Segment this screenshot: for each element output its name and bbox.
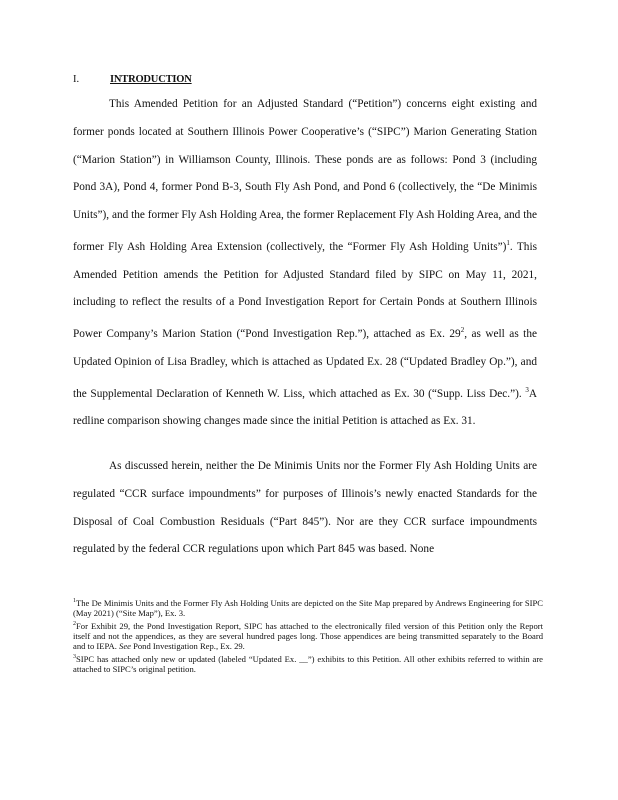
footnote-text: SIPC has attached only new or updated (labeled “Updated Ex. __”) exhibits to this Petition. All other exhibits referred to within are attached to SIPC’s original petition.: [73, 653, 543, 675]
paragraph-introduction: [73, 91, 537, 436]
paragraph-text: This Amended Petition for an Adjusted Standard (“Petition”) concerns eight existing and former ponds located at Southern Illinois Power Cooperative’s (“SIPC”) Marion Generating Station (“Marion Station”) in Williamson County, Illinois. These ponds are as follows: Pond 3 (including Pond 3A), Pond 4, former Pond B-3, South Fly Ash Pond, and Pond 6 (collectively, the “De Minimis Units”), and the former Fly Ash Holding Area, the former Replacement Fly Ash Holding Area, and the former Fly Ash Holding Area Extension (collectively, the “Former Fly Ash Holding Units”): [73, 98, 537, 253]
footnote-3: [73, 652, 543, 675]
footnote-mark: 3: [73, 653, 76, 660]
footnote-text: For Exhibit 29, the Pond Investigation Report, SIPC has attached to the electronically filed version of this Petition only the Report itself and not the appendices, as they are several hundred pages long. Those appendices are being transmitted separately to the Board and to IEPA.: [73, 620, 543, 652]
footnote-mark: 2: [73, 620, 76, 627]
footnote-signal: See: [119, 641, 131, 652]
footnotes: [73, 596, 543, 674]
footnote-mark: 1: [73, 598, 76, 604]
footnote-ref: 2: [460, 326, 465, 335]
footnote-ref: 1: [506, 238, 510, 247]
footnote-text: The De Minimis Units and the Former Fly Ash Holding Units are depicted on the Site Map prepared by Andrews Engineering for SIPC (May 2021) (“Site Map”), Ex. 3.: [73, 597, 543, 619]
footnote-text: Pond Investigation Rep., Ex. 29.: [133, 641, 245, 652]
footnote-ref: 3: [525, 385, 529, 394]
paragraph-discussion: [73, 453, 537, 564]
paragraph-text: A redline comparison showing changes made since the initial Petition is attached as Ex. 31.: [73, 387, 537, 428]
section-title: INTRODUCTION: [110, 74, 192, 85]
paragraph-text: . This Amended Petition amends the Petition for Adjusted Standard filed by SIPC on May 11, 2021, including to reflect the results of a Pond Investigation Report for Certain Ponds at Southern Illinois Power Company’s Marion Station (“Pond Investigation Rep.”), attached as Ex. 29: [73, 240, 537, 340]
footnote-2: [73, 619, 543, 652]
section-number: I.: [73, 74, 80, 85]
paragraph-text: , as well as the Updated Opinion of Lisa Bradley, which is attached as Updated Ex. 28 (“Updated Bradley Op.”), and the Supplemental Declaration of Kenneth W. Liss, which attached as Ex. 30 (“Supp. Liss Dec.”).: [73, 327, 537, 400]
paragraph-text: As discussed herein, neither the De Minimis Units nor the Former Fly Ash Holding Units are regulated “CCR surface impoundments” for purposes of Illinois’s newly enacted Standards for the Disposal of Coal Combustion Residuals (“Part 845”). Nor are they CCR surface impoundments regulated by the federal CCR regulations upon which Part 845 was based. None: [73, 460, 537, 556]
footnote-1: [73, 596, 543, 619]
